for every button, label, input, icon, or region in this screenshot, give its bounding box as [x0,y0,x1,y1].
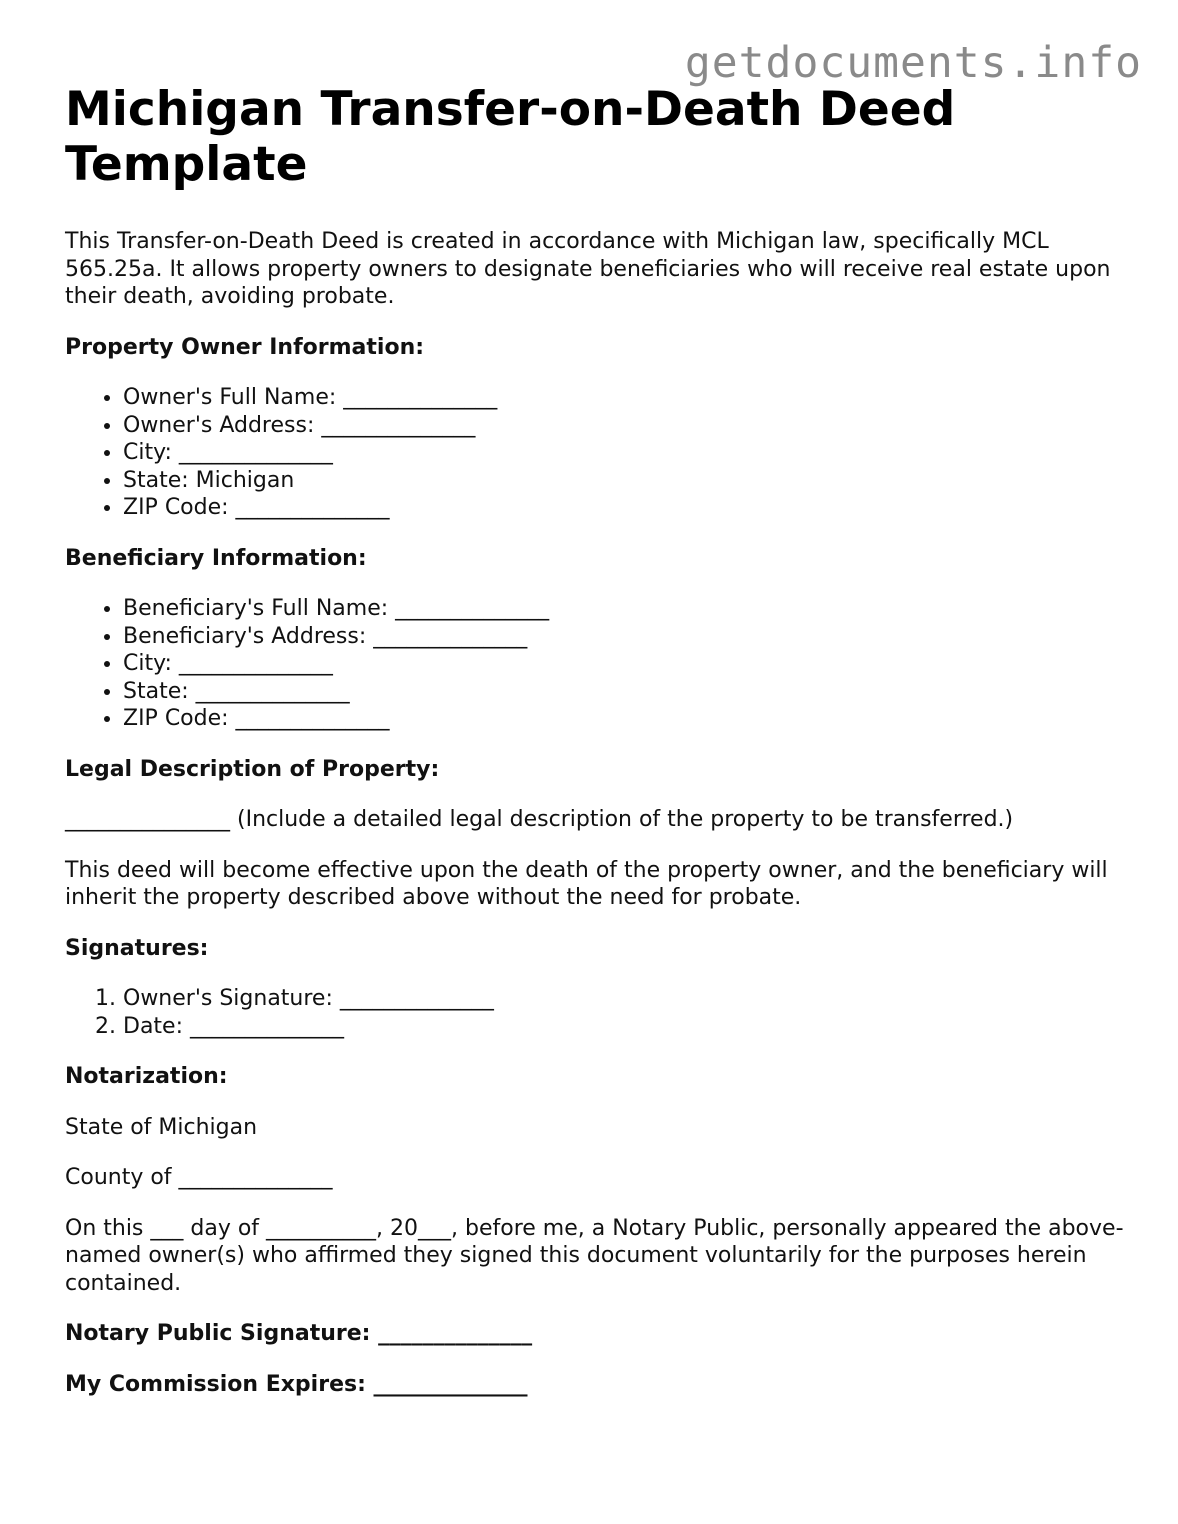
watermark-text: getdocuments.info [684,38,1142,88]
owner-section-heading: Property Owner Information: [65,334,425,360]
signatures-heading: Signatures: [65,935,209,961]
legal-description-line: _______________ (Include a detailed legal description of the property to be transferred.) [65,807,1014,832]
commission-expires-line: My Commission Expires: ______________ [65,1371,528,1397]
notary-statement: On this ___ day of __________, 20___, before me, a Notary Public, personally appeared the above-named owner(s) who affirmed they signed this document voluntarily for the purposes herein contained. [65,1215,1124,1296]
beneficiary-address-field: • Beneficiary's Address: ______________ [123,623,1125,651]
document-page [65,82,1125,1421]
notary-county: County of ______________ [65,1165,333,1190]
owner-signature-field: 1. Owner's Signature: ______________ [123,985,1125,1013]
legal-description-heading: Legal Description of Property: [65,756,440,782]
owner-state-field: • State: Michigan [123,467,1125,495]
beneficiary-city-field: • City: ______________ [123,650,1125,678]
notarization-heading: Notarization: [65,1064,228,1089]
beneficiary-full-name-field: • Beneficiary's Full Name: ______________ [123,595,1125,623]
beneficiary-zip-field: • ZIP Code: ______________ [123,705,1125,733]
notary-state: State of Michigan [65,1114,258,1140]
beneficiary-state-field: • State: ______________ [123,678,1125,706]
effect-paragraph: This deed will become effective upon the death of the property owner, and the beneficiary will inherit the property described above without the need for probate. [65,857,1108,910]
signatures-list [65,985,1125,1040]
beneficiary-info-list [65,595,1125,733]
owner-info-list [65,384,1125,522]
signature-date-field: 2. Date: ______________ [123,1013,1125,1041]
intro-paragraph: This Transfer-on-Death Deed is created in accordance with Michigan law, specifically MCL 565.25a. It allows property owners to designate beneficiaries who will receive real estate upon their death, avoiding probate. [65,229,1111,309]
owner-full-name-field: • Owner's Full Name: ______________ [123,384,1125,412]
notary-signature-line: Notary Public Signature: ______________ [65,1321,533,1346]
owner-zip-field: • ZIP Code: ______________ [123,494,1125,522]
owner-address-field: • Owner's Address: ______________ [123,412,1125,440]
document-title: Michigan Transfer-on-Death Deed Template [65,82,956,192]
owner-city-field: • City: ______________ [123,439,1125,467]
beneficiary-section-heading: Beneficiary Information: [65,545,367,571]
